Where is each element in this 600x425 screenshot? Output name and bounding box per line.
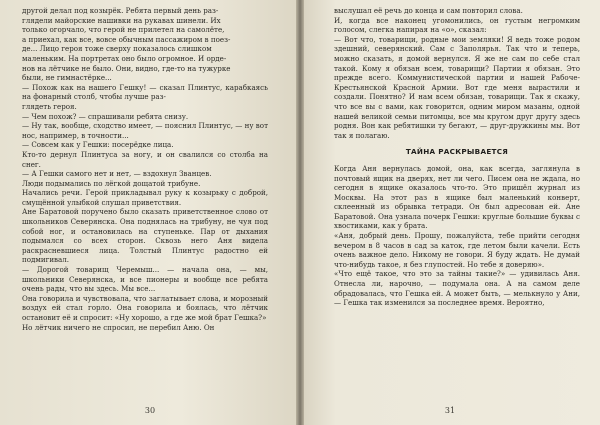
paragraph: Ане Баратовой поручено было сказать приветственное слово от школьников Северянска. Она поднялась на трибуну, не чуя под собой ног, и остановилась на ступеньке. Пар от дыхания подымался со всех сторон. Сквозь него Аня видела раскрасневшиеся лица. Толстый Плинтус радостно ей подмигивал.: [22, 207, 268, 265]
chapter-heading: ТАЙНА РАСКРЫВАЕТСЯ: [405, 147, 509, 157]
paragraph: Кто-то дернул Плинтуса за ногу, и он свалился со столба на снег.: [22, 149, 268, 169]
paragraph: другой делал под козырёк. Ребята первый день раз-: [22, 6, 219, 15]
left-page-number: 30: [144, 406, 156, 415]
right-page-text-before: [334, 6, 580, 140]
paragraph: де... Лицо героя тоже сверху показалось слишком: [22, 44, 212, 54]
paragraph: И, когда все наконец угомонились, он густым негромким голосом, слегка напирая на «о», сказал:: [334, 15, 580, 35]
paragraph: — Ну так, вообще, сходство имеет, — пояснил Плинтус, — ну вот нос, например, в точности...: [22, 121, 268, 140]
paragraph: выслушал её речь до конца и сам повторил слова.: [334, 6, 523, 15]
paragraph: — Похож как на нашего Гешку! — сказал Плинтус, карабкаясь на фонарный столб, чтобы лучше раз-: [22, 82, 268, 102]
paragraph: — Совсем как у Гешки: посерёдке лица.: [22, 140, 174, 150]
paragraph: глядеть героя.: [22, 101, 77, 111]
paragraph: маленьким. На портретах оно было огромное. И орде-: [22, 53, 227, 63]
paragraph: Но лётчик ничего не спросил, не перебил Аню. Он: [22, 322, 215, 332]
right-page-text: [334, 6, 580, 308]
paragraph: Она говорила и чувствовала, что заглатывает слова, и морозный воздух ей стал горло. Она говорила и боялась, что лётчик остановит её и спросит: «Ну хорошо, а где же мой брат Гешка?»: [22, 293, 268, 322]
paragraph: а приехал, как все, вовсе обычным пассажиром в поез-: [22, 34, 231, 44]
left-page-text: [22, 6, 268, 332]
paragraph: Начались речи. Герой прикладывал руку к козырьку с доброй, смущённой улыбкой слушал приветствия.: [22, 188, 268, 207]
right-page: [300, 0, 600, 425]
paragraph: — Вот что, товарищи, родные мои земляки! Я ведь тоже родом здешний, северянский. Сам с Заполярья. Так что и теперь, можно сказать, я домой вернулся. Я же не сам по себе стал такой. Кому я обязан всем, товарищи? Партии я обязан. Это прежде всего. Коммунистической партии и нашей Рабоче-Крестьянской Красной Армии. Вот где меня вырастили и создали. Понятно? И нам всем обязан, товарищи. Так я скажу, что все вы с вами, как говорится, одним миром мазаны, одной нашей великой семьи питомцы, все мы кругом друг другу здесь родня. Вон как ребятишки ту бегают, — друг-дружкины мы. Вот так я полагаю.: [334, 34, 580, 140]
paragraph: Люди подымались по лёгкой дощатой трибуне.: [22, 178, 201, 188]
paragraph: «Аня, добрый день. Прошу, пожалуйста, тебе прийти сегодня вечером в 8 часов в сад за каток, где летом были качели. Есть очень важное дело. Никому не говори. Я буду ждать. Не думай что-нибудь такое, я без глупостей. Но тебе я доверяю».: [334, 231, 580, 269]
book-gutter: [296, 0, 304, 425]
paragraph: были, не гимнастёрке...: [22, 73, 112, 83]
paragraph: — Дорогой товарищ Черемыш... — начала она, — мы, школьники Северянска, и все пионеры и вообще все ребята очень рады, что вы здесь. Мы все...: [22, 265, 268, 294]
right-page-number: 31: [444, 406, 456, 415]
paragraph: — А Гешки самого нет и нет, — вздохнул Званцев.: [22, 169, 212, 179]
paragraph: нов на лётчике не было. Они, видно, где-то на тужурке: [22, 63, 231, 73]
paragraph: — Чем похож? — спрашивали ребята снизу.: [22, 111, 189, 121]
right-page-text-after: [334, 164, 580, 308]
paragraph: Когда Аня вернулась домой, она, как всегда, заглянула в почтовый ящик на дверях, нет ли чего. Писем она не ждала, но сегодня в ящике оказалось что-то. Это пришёл журнал из Москвы. На этот раз в ящике был маленький конверт, склеенный из обрывка тетради. Он был адресован ей. Ане Баратовой. Она узнала почерк Гешки: круглые большие буквы с хвостиками, как у брата.: [334, 163, 580, 231]
paragraph: глядели майорские нашивки на рукавах шинели. Их: [22, 15, 221, 25]
paragraph: только огорчало, что герой не прилетел на самолёте,: [22, 25, 225, 35]
paragraph: «Что ещё такое, что это за тайны такие?» — удивилась Аня. Отнесла ли, нарочно, — подумала она. А на самом деле обрадовалась, что Гешка ей. А может быть, — мелькнуло у Ани, — Гешка так изменился за последнее время. Вероятно,: [334, 269, 580, 308]
